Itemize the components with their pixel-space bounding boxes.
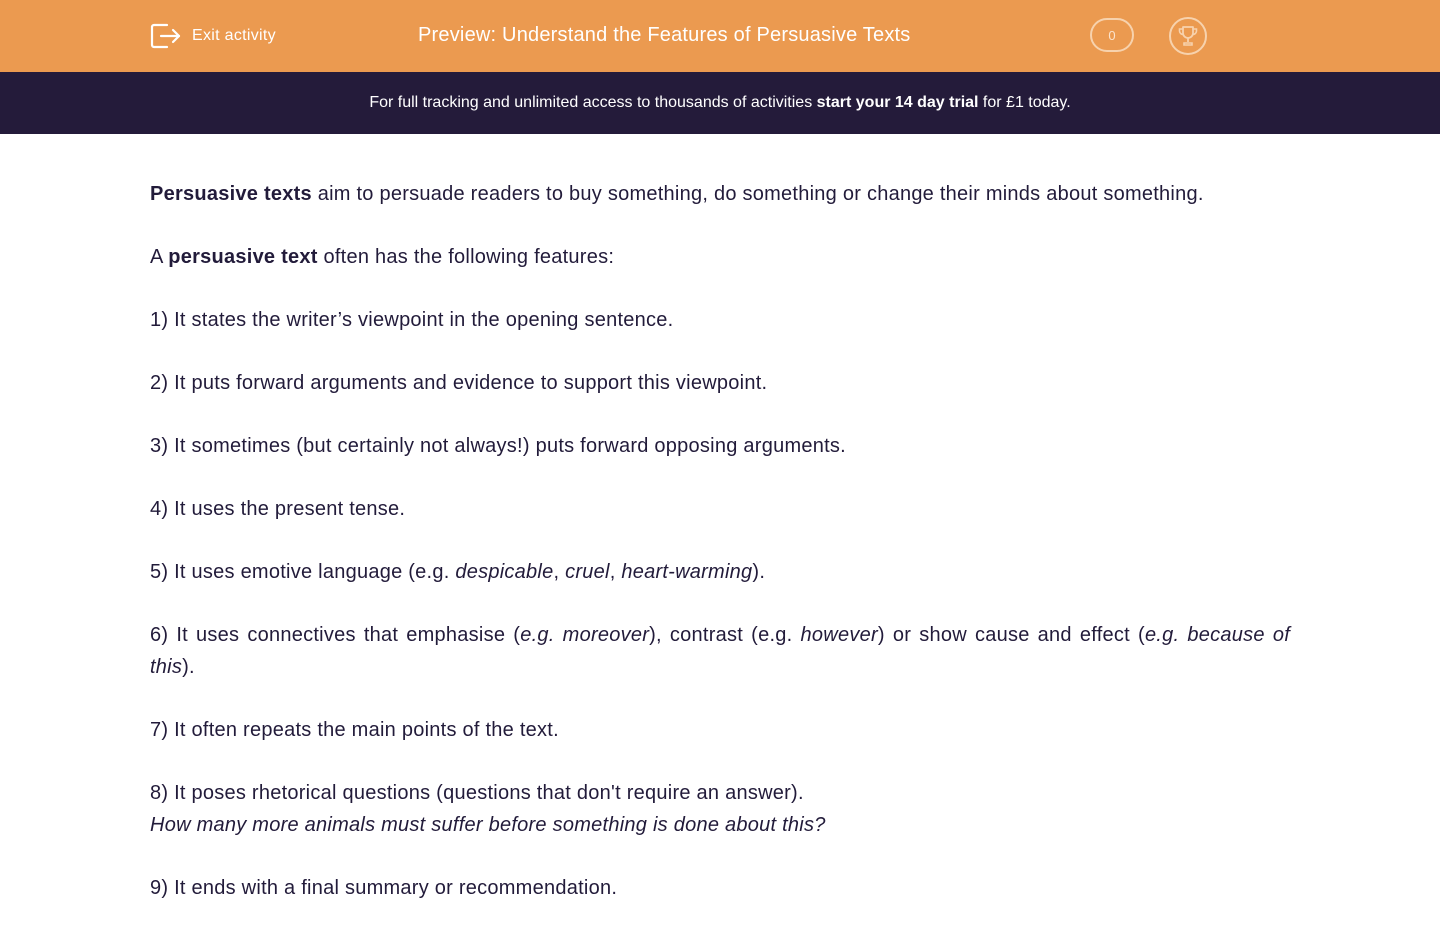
item6-example-2: however xyxy=(800,624,878,646)
features-intro-bold: persuasive text xyxy=(168,246,318,268)
features-intro-after: often has the following features: xyxy=(317,246,615,268)
rhetorical-question-example: How many more animals must suffer before something is done about this? xyxy=(150,814,826,836)
exit-icon xyxy=(150,22,182,50)
lesson-content xyxy=(150,178,1290,935)
item6-example-3: e.g. because of this xyxy=(150,624,1290,678)
intro-paragraph xyxy=(150,178,1290,210)
feature-item-8: 8) It poses rhetorical questions (questions that don't require an answer). xyxy=(150,782,804,804)
item6-example-1: e.g. moreover xyxy=(520,624,650,646)
exit-activity-button[interactable] xyxy=(150,22,276,50)
trial-banner xyxy=(0,72,1440,134)
item6-part-3: ) or show cause and effect ( xyxy=(877,624,1145,646)
item5-sep-2: , xyxy=(609,561,622,583)
item5-before: 5) It uses emotive language (e.g. xyxy=(150,561,456,583)
feature-item-9: 9) It ends with a final summary or recommendation. xyxy=(150,877,618,899)
trophy-button[interactable] xyxy=(1169,17,1207,55)
feature-item-1: 1) It states the writer’s viewpoint in the opening sentence. xyxy=(150,309,674,331)
trophy-icon xyxy=(1176,24,1200,48)
feature-item-8-example xyxy=(150,809,1290,841)
feature-item-6 xyxy=(150,619,1290,683)
page-title: Preview: Understand the Features of Persuasive Texts xyxy=(418,24,911,46)
intro-rest: aim to persuade readers to buy something, do something or change their minds about something. xyxy=(311,183,1204,205)
feature-item-2: 2) It puts forward arguments and evidence to support this viewpoint. xyxy=(150,372,768,394)
start-trial-link[interactable]: start your 14 day trial xyxy=(816,94,979,111)
feature-item-3: 3) It sometimes (but certainly not always!) puts forward opposing arguments. xyxy=(150,435,846,457)
top-bar xyxy=(0,0,1440,72)
features-intro xyxy=(150,241,1290,273)
item5-example-3: heart-warming xyxy=(621,561,753,583)
feature-item-4: 4) It uses the present tense. xyxy=(150,498,406,520)
feature-item-5 xyxy=(150,556,1290,588)
feature-item-7: 7) It often repeats the main points of the text. xyxy=(150,719,559,741)
score-badge: 0 xyxy=(1090,18,1134,52)
intro-bold: Persuasive texts xyxy=(150,183,312,205)
item5-sep-1: , xyxy=(553,561,566,583)
item6-part-4: ). xyxy=(182,656,195,678)
item5-example-2: cruel xyxy=(565,561,610,583)
banner-text-before: For full tracking and unlimited access to thousands of activities xyxy=(369,94,817,111)
item6-part-1: 6) It uses connectives that emphasise ( xyxy=(150,624,521,646)
banner-text-after: for £1 today. xyxy=(978,94,1071,111)
features-intro-before: A xyxy=(150,246,169,268)
item5-after: ). xyxy=(752,561,766,583)
item6-part-2: ), contrast (e.g. xyxy=(649,624,801,646)
item5-example-1: despicable xyxy=(455,561,554,583)
exit-activity-label: Exit activity xyxy=(192,27,276,44)
